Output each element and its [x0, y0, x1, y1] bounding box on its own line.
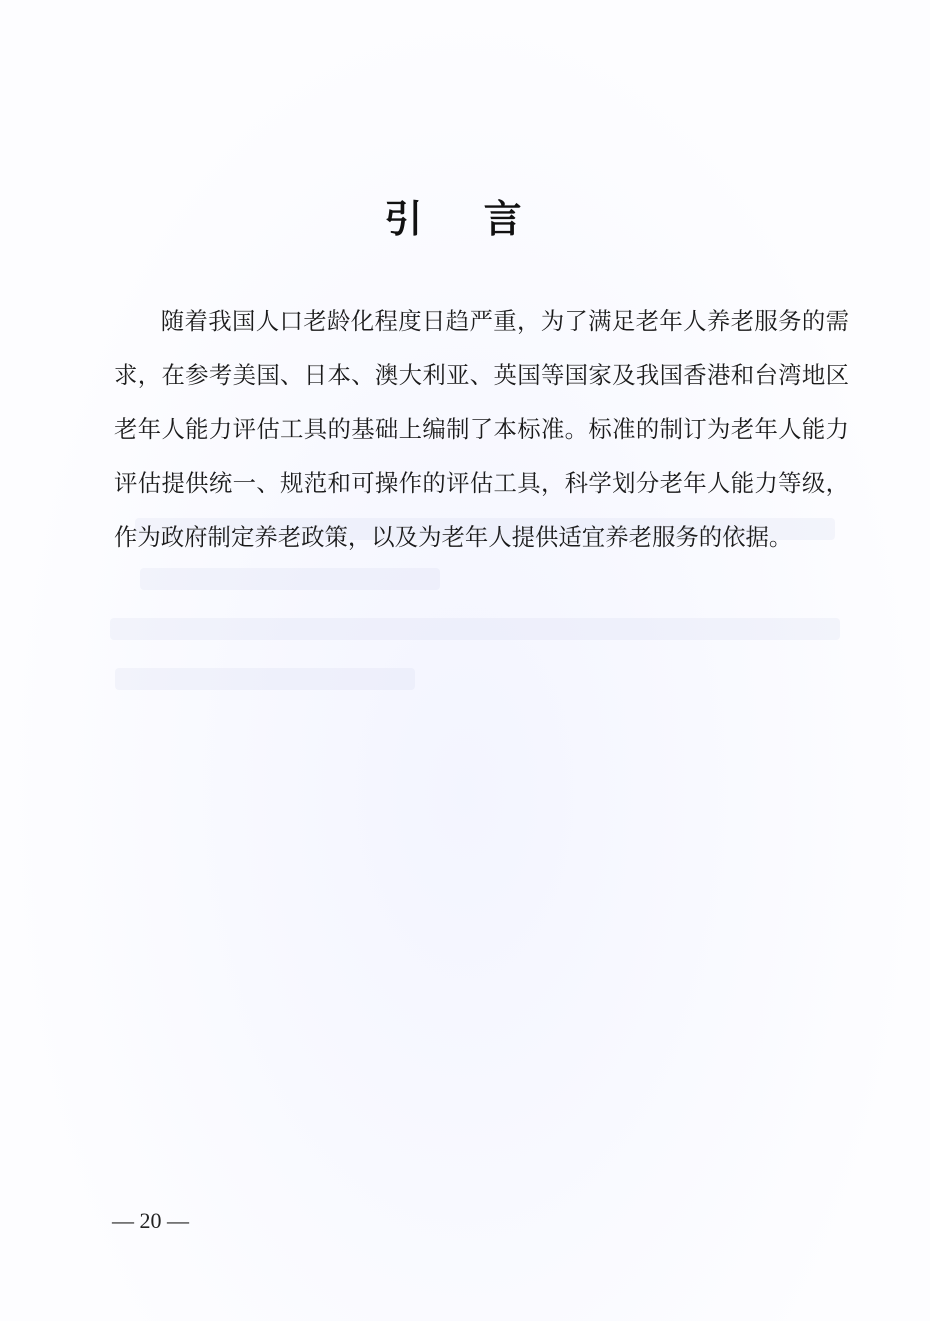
page-title: 引 言 — [384, 197, 546, 241]
intro-paragraph: 随着我国人口老龄化程度日趋严重，为了满足老年人养老服务的需求，在参考美国、日本、澳大利亚、英国等国家及我国香港和台湾地区老年人能力评估工具的基础上编制了本标准。标准的制订为老年人能力评估提供统一、规范和可操作的评估工具，科学划分老年人能力等级，作为政府制定养老政策，以及为老年人提供适宜养老服务的依据。 — [114, 307, 849, 551]
page-number: — 20 — — [112, 1208, 189, 1233]
